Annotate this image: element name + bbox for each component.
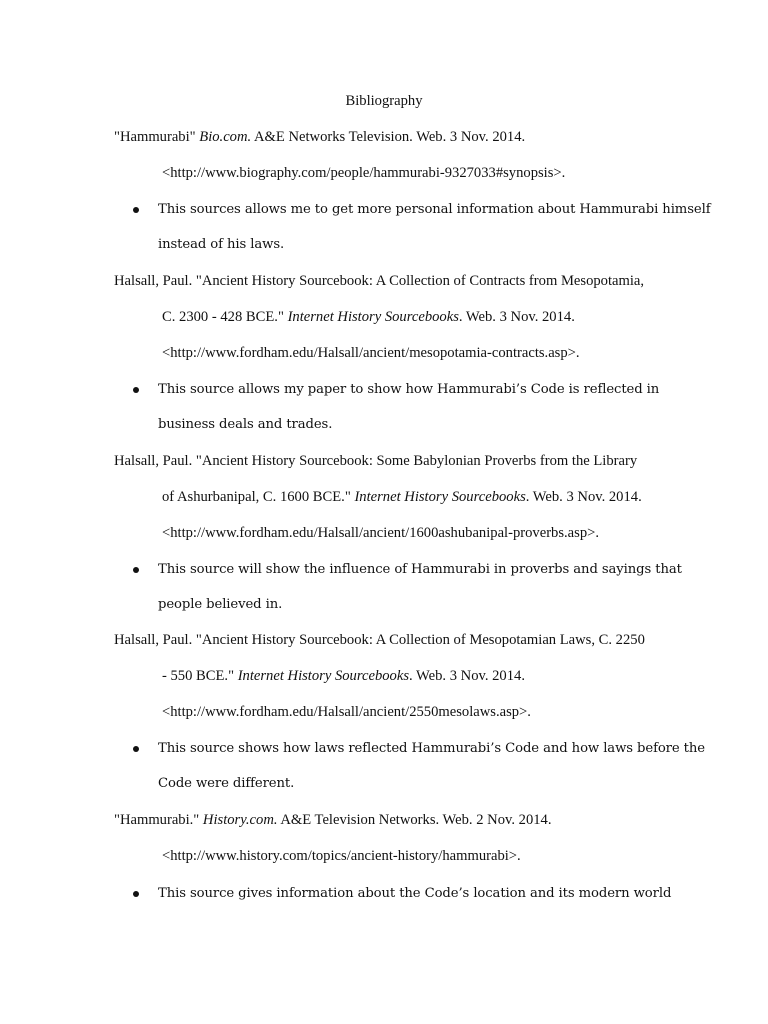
annotation-5-line-1: This source gives information about the Code’s location and its modern world: [158, 886, 672, 901]
annotation-2-line-1: This source allows my paper to show how Hammurabi’s Code is reflected in: [158, 382, 660, 397]
annotation-4-line-1: This source shows how laws reflected Hammurabi’s Code and how laws before the: [158, 741, 705, 756]
annotation-3-line-2: people believed in.: [158, 597, 283, 612]
citation-2-line-2: C. 2300 - 428 BCE." Internet History Sourcebooks. Web. 3 Nov. 2014.: [162, 309, 575, 325]
citation-5-line-1: "Hammurabi." History.com. A&E Television Networks. Web. 2 Nov. 2014.: [114, 812, 552, 828]
citation-4-line-2: - 550 BCE." Internet History Sourcebooks. Web. 3 Nov. 2014.: [162, 668, 525, 684]
bullet-icon: [133, 567, 139, 573]
citation-3-line-1: Halsall, Paul. "Ancient History Sourcebook: Some Babylonian Proverbs from the Library: [114, 453, 638, 469]
citation-3-line-3: <http://www.fordham.edu/Halsall/ancient/1600ashubanipal-proverbs.asp>.: [162, 525, 600, 541]
citation-2-line-1: Halsall, Paul. "Ancient History Sourcebook: A Collection of Contracts from Mesopotamia,: [114, 273, 645, 289]
citation-4-line-1: Halsall, Paul. "Ancient History Sourcebook: A Collection of Mesopotamian Laws, C. 2250: [114, 632, 645, 648]
page-title: Bibliography: [345, 93, 423, 109]
citation-1-line-2: <http://www.biography.com/people/hammurabi-9327033#synopsis>.: [162, 165, 566, 181]
citation-3-line-2: of Ashurbanipal, C. 1600 BCE." Internet History Sourcebooks. Web. 3 Nov. 2014.: [162, 489, 642, 505]
annotation-2-line-2: business deals and trades.: [158, 417, 333, 432]
citation-4-line-3: <http://www.fordham.edu/Halsall/ancient/2550mesolaws.asp>.: [162, 704, 531, 720]
annotation-3-line-1: This source will show the influence of Hammurabi in proverbs and sayings that: [158, 562, 682, 577]
annotation-1-line-1: This sources allows me to get more personal information about Hammurabi himself: [158, 202, 711, 217]
bullet-icon: [133, 207, 139, 213]
annotation-1-line-2: instead of his laws.: [158, 237, 285, 252]
annotation-4-line-2: Code were different.: [158, 776, 295, 791]
bullet-icon: [133, 891, 139, 897]
citation-2-line-3: <http://www.fordham.edu/Halsall/ancient/mesopotamia-contracts.asp>.: [162, 345, 580, 361]
citation-5-line-2: <http://www.history.com/topics/ancient-history/hammurabi>.: [162, 848, 521, 864]
bullet-icon: [133, 746, 139, 752]
citation-1-line-1: "Hammurabi" Bio.com. A&E Networks Television. Web. 3 Nov. 2014.: [114, 129, 526, 145]
bullet-icon: [133, 387, 139, 393]
